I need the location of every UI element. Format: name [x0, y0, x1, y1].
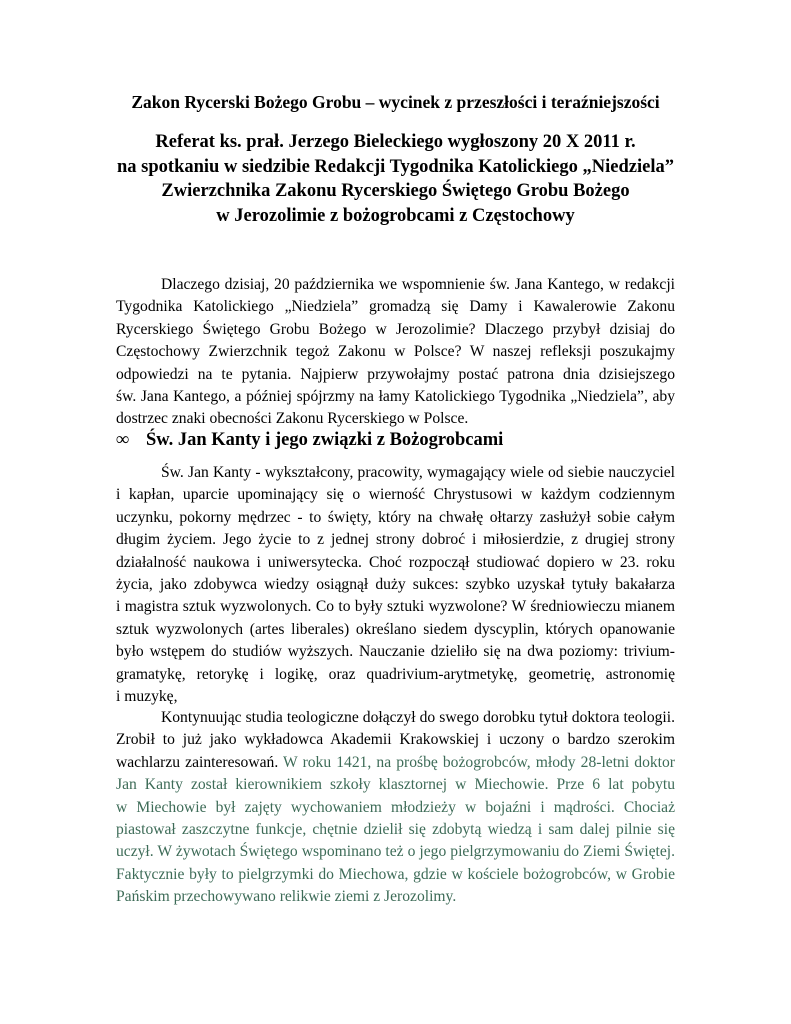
text-line: Tygodnika Katolickiego „Niedziela” gromadzą się Damy i Kawalerowie Zakonu: [116, 298, 675, 316]
text-line: uczynku, pokorny mędrzec - to święty, który na chwałę ołtarzy zasłużył sobie całym: [116, 508, 675, 526]
body-paragraph: [116, 462, 675, 708]
text-line: Dlaczego dzisiaj, 20 października we wspomnienie św. Jana Kantego, w redakcji: [161, 276, 675, 293]
text-line: odpowiedzi na te pytania. Najpierw przywołajmy postać patrona dnia dzisiejszego: [116, 365, 675, 383]
text-line: dostrzec znaki obecności Zakonu Rycerskiego w Polsce.: [116, 410, 469, 428]
text-line: piastował zaszczytne funkcje, chętnie dzielił się zdobytą wiedzą i sam dalej pilnie się: [116, 821, 675, 839]
text-segment: Zrobił to już jako wykładowca Akademii Krakowskiej i uczony o bardzo szerokim: [116, 731, 675, 749]
text-line: było wstępem do studiów wyższych. Nauczanie dzieliło się na dwa poziomy: trivium-: [116, 643, 675, 661]
infinity-bullet-icon: ∞: [116, 430, 130, 450]
subtitle-line: Referat ks. prał. Jerzego Bieleckiego wygłoszony 20 X 2011 r.: [155, 132, 636, 152]
subtitle-line: w Jerozolimie z bożogrobcami z Częstochowy: [216, 205, 575, 226]
body-paragraph: [116, 707, 675, 909]
subtitle-line: Zwierzchnika Zakonu Rycerskiego Świętego Grobu Bożego: [161, 181, 630, 201]
highlighted-text-segment: W roku 1421, na prośbę bożogrobców, młody 28-letni doktor: [283, 753, 675, 771]
text-line: Jan Kanty został kierownikiem szkoły klasztornej w Miechowie. Prze 6 lat pobytu: [116, 776, 675, 794]
text-line: Częstochowy Zwierzchnik tegoż Zakonu w Polsce? W naszej refleksji poszukajmy: [116, 343, 675, 361]
text-line: długim życiem. Jego życie to z jednej strony dobroć i miłosierdzie, z drugiej strony: [116, 531, 675, 549]
text-line: i muzykę,: [116, 688, 178, 706]
section-heading-text: Św. Jan Kanty i jego związki z Bożogrobcami: [146, 430, 504, 450]
text-line: uczył. W żywotach Świętego wspominano też o jego pielgrzymowaniu do Ziemi Świętej.: [116, 843, 675, 861]
text-segment: Kontynuując studia teologiczne dołączył do swego dorobku tytuł doktora teologii.: [161, 709, 675, 726]
text-line: [116, 752, 675, 774]
section-heading: [116, 428, 503, 452]
intro-paragraph: [116, 274, 675, 431]
subtitle-line: na spotkaniu w siedzibie Redakcji Tygodnika Katolickiego „Niedziela”: [117, 156, 674, 177]
text-line: w Miechowie był zajęty wychowaniem młodzieży w bojaźni i mądrości. Chociaż: [116, 798, 675, 816]
text-line: Pańskim przechowywano relikwie ziemi z Jerozolimy.: [116, 888, 457, 906]
text-line: i magistra sztuk wyzwolonych. Co to były sztuki wyzwolone? W średniowieczu mianem: [116, 598, 675, 616]
text-line: [116, 729, 675, 751]
text-line: Św. Jan Kanty - wykształcony, pracowity, wymagający wiele od siebie nauczyciel: [161, 464, 675, 481]
text-line: działalność naukowa i uniwersytecka. Choć rozpoczął studiować dopiero w 23. roku: [116, 553, 675, 571]
text-line: życia, jako zdobywca wiedzy osiągnął duży sukces: szybko uzyskał tytuły bakałarza: [116, 576, 675, 594]
text-segment: wachlarzu zainteresowań.: [116, 753, 284, 771]
text-line: św. Jana Kantego, a później spójrzmy na łamy Katolickiego Tygodnika „Niedziela”, aby: [116, 388, 675, 406]
text-line: gramatykę, retorykę i logikę, oraz quadrivium-arytmetykę, geometrię, astronomię: [116, 665, 675, 683]
text-line: Faktycznie były to pielgrzymki do Miechowa, gdzie w kościele bożogrobców, w Grobie: [116, 865, 675, 883]
document-title: Zakon Rycerski Bożego Grobu – wycinek z przeszłości i teraźniejszości: [131, 92, 660, 112]
text-line: Rycerskiego Świętego Grobu Bożego w Jerozolimie? Dlaczego przybył dzisiaj do: [116, 320, 675, 338]
document-subtitle: [60, 130, 731, 228]
text-line: i kapłan, uparcie upominający się o wierność Chrystusowi w każdym codziennym: [116, 486, 675, 504]
text-line: sztuk wyzwolonych (artes liberales) określano siedem dyscyplin, których opanowanie: [116, 620, 675, 638]
text-line: [116, 707, 675, 729]
